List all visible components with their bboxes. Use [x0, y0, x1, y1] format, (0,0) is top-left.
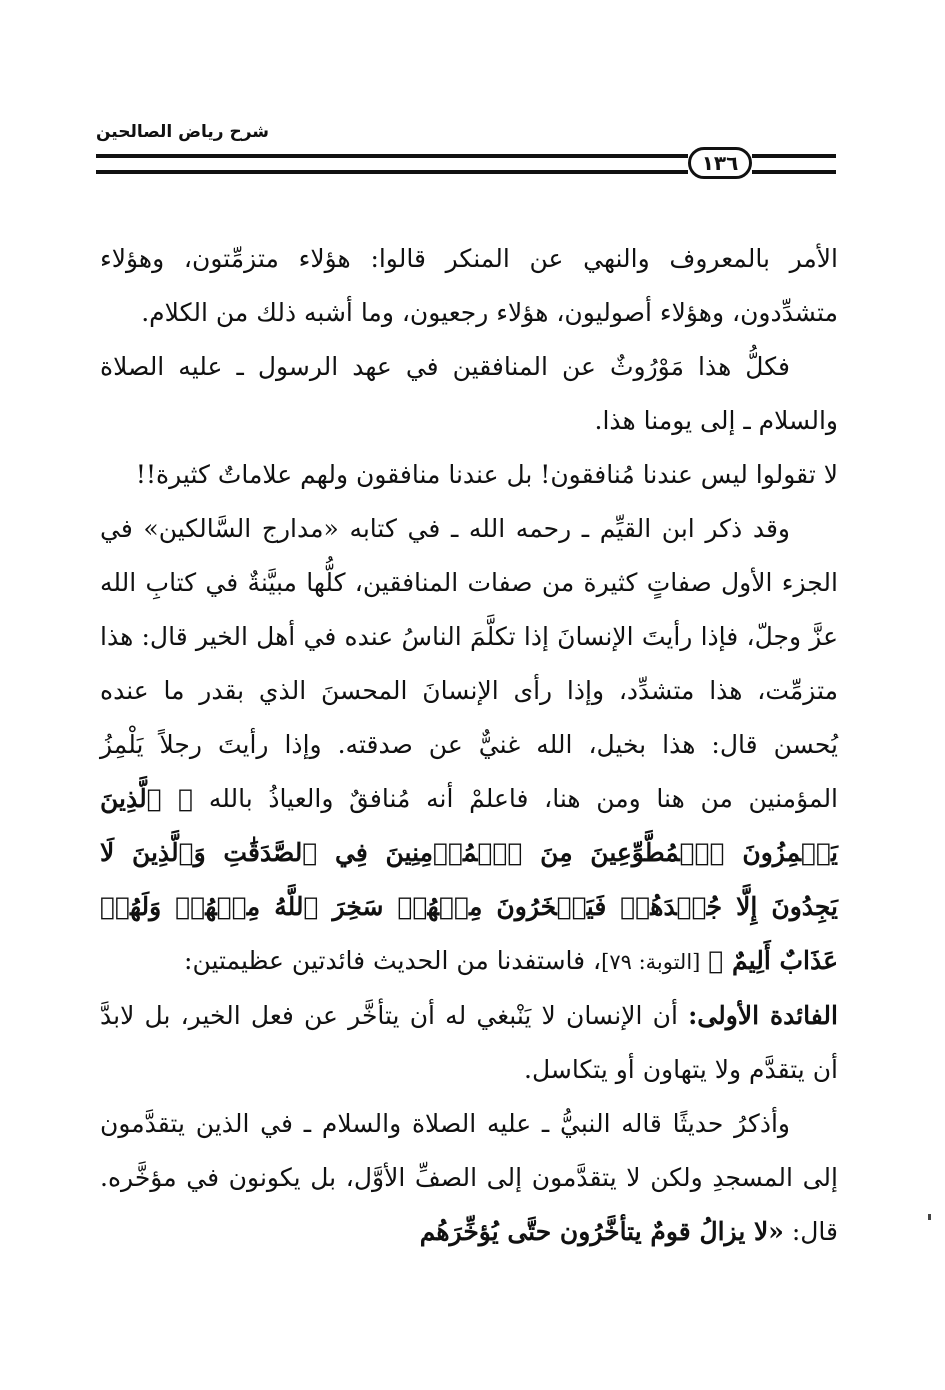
page-body — [100, 232, 838, 1259]
header-rule-right-bottom — [752, 170, 836, 174]
margin-mark — [928, 1214, 931, 1220]
paragraph-4-text: وقد ذكر ابن القيِّم ـ رحمه الله ـ في كتابه «مدارج السَّالكين» في الجزء الأول صفاتٍ كثيرة من صفات المنافقين، كلُّها مبيَّنةٌ في كتابِ الله عزَّ وجلّ، فإذا رأيتَ الإنسانَ إذا تكلَّمَ الناسُ عنده في أهل الخير قال: هذا متزمِّت، هذا متشدِّد، وإذا رأى الإنسانَ المحسنَ الذي بقدر ما عنده يُحسن قال: هذا بخيل، الله غنيٌّ عن صدقته. وإذا رأيتَ رجلاً يَلْمِزُ المؤمنين من هنا ومن هنا، فاعلمْ أنه مُنافقٌ والعياذُ بالله — [100, 514, 839, 813]
paragraph-2: فكلُّ هذا مَوْرُوثٌ عن المنافقين في عهد الرسول ـ عليه الصلاة والسلام ـ إلى يومنا هذا. — [100, 352, 838, 435]
header-rule-top — [96, 154, 688, 158]
paragraph-4 — [100, 502, 838, 989]
benefit-label: الفائدة الأولى: — [688, 1001, 838, 1030]
verse-reference: [التوبة: ٧٩] — [601, 950, 701, 974]
running-title: شرح رياض الصالحين — [96, 122, 270, 142]
header-rule-bottom — [96, 170, 688, 174]
paragraph-3: لا تقولوا ليس عندنا مُنافقون! بل عندنا منافقون ولهم علاماتٌ كثيرة!! — [135, 460, 838, 489]
quran-verse: ﴿ ٱلَّذِينَ يَلۡمِزُونَ ٱلۡمُطَّوِّعِينَ مِنَ ٱلۡمُؤۡمِنِينَ فِي ٱلصَّدَقَٰتِ وَٱلَّذِينَ لَا يَجِدُونَ إِلَّا جُهۡدَهُمۡ فَيَسۡخَرُونَ مِنۡهُمۡ سَخِرَ ٱللَّهُ مِنۡهُمۡ وَلَهُمۡ عَذَابٌ أَلِيمٌ ﴾ — [100, 784, 838, 975]
paragraph-6 — [100, 1097, 838, 1259]
paragraph-6-text: وأذكرُ حديثًا قاله النبيُّ ـ عليه الصلاة والسلام ـ في الذين يتقدَّمون إلى المسجدِ ولكن لا يتقدَّمون إلى الصفِّ الأوَّل، بل يكونون في مؤخَّره. قال: — [100, 1109, 838, 1246]
paragraph-1: الأمر بالمعروف والنهي عن المنكر قالوا: هؤلاء متزمِّتون، وهؤلاء متشدِّدون، وهؤلاء أصوليون، هؤلاء رجعيون، وما أشبه ذلك من الكلام. — [100, 244, 838, 327]
header-rule-right-top — [752, 154, 836, 158]
benefit-text: أن الإنسان لا يَنْبغي له أن يتأخَّر عن فعل الخير، بل لابدَّ أن يتقدَّم ولا يتهاون أو يتكاسل. — [100, 1001, 838, 1084]
paragraph-5 — [100, 989, 838, 1097]
paragraph-4-tail: ، فاستفدنا من الحديث فائدتين عظيمتين: — [184, 946, 602, 975]
page-number: ١٣٦ — [688, 147, 752, 179]
hadith-quote: «لا يزالُ قومٌ يتأخَّرُون حتَّى يُؤخِّرَهُم — [419, 1217, 784, 1246]
